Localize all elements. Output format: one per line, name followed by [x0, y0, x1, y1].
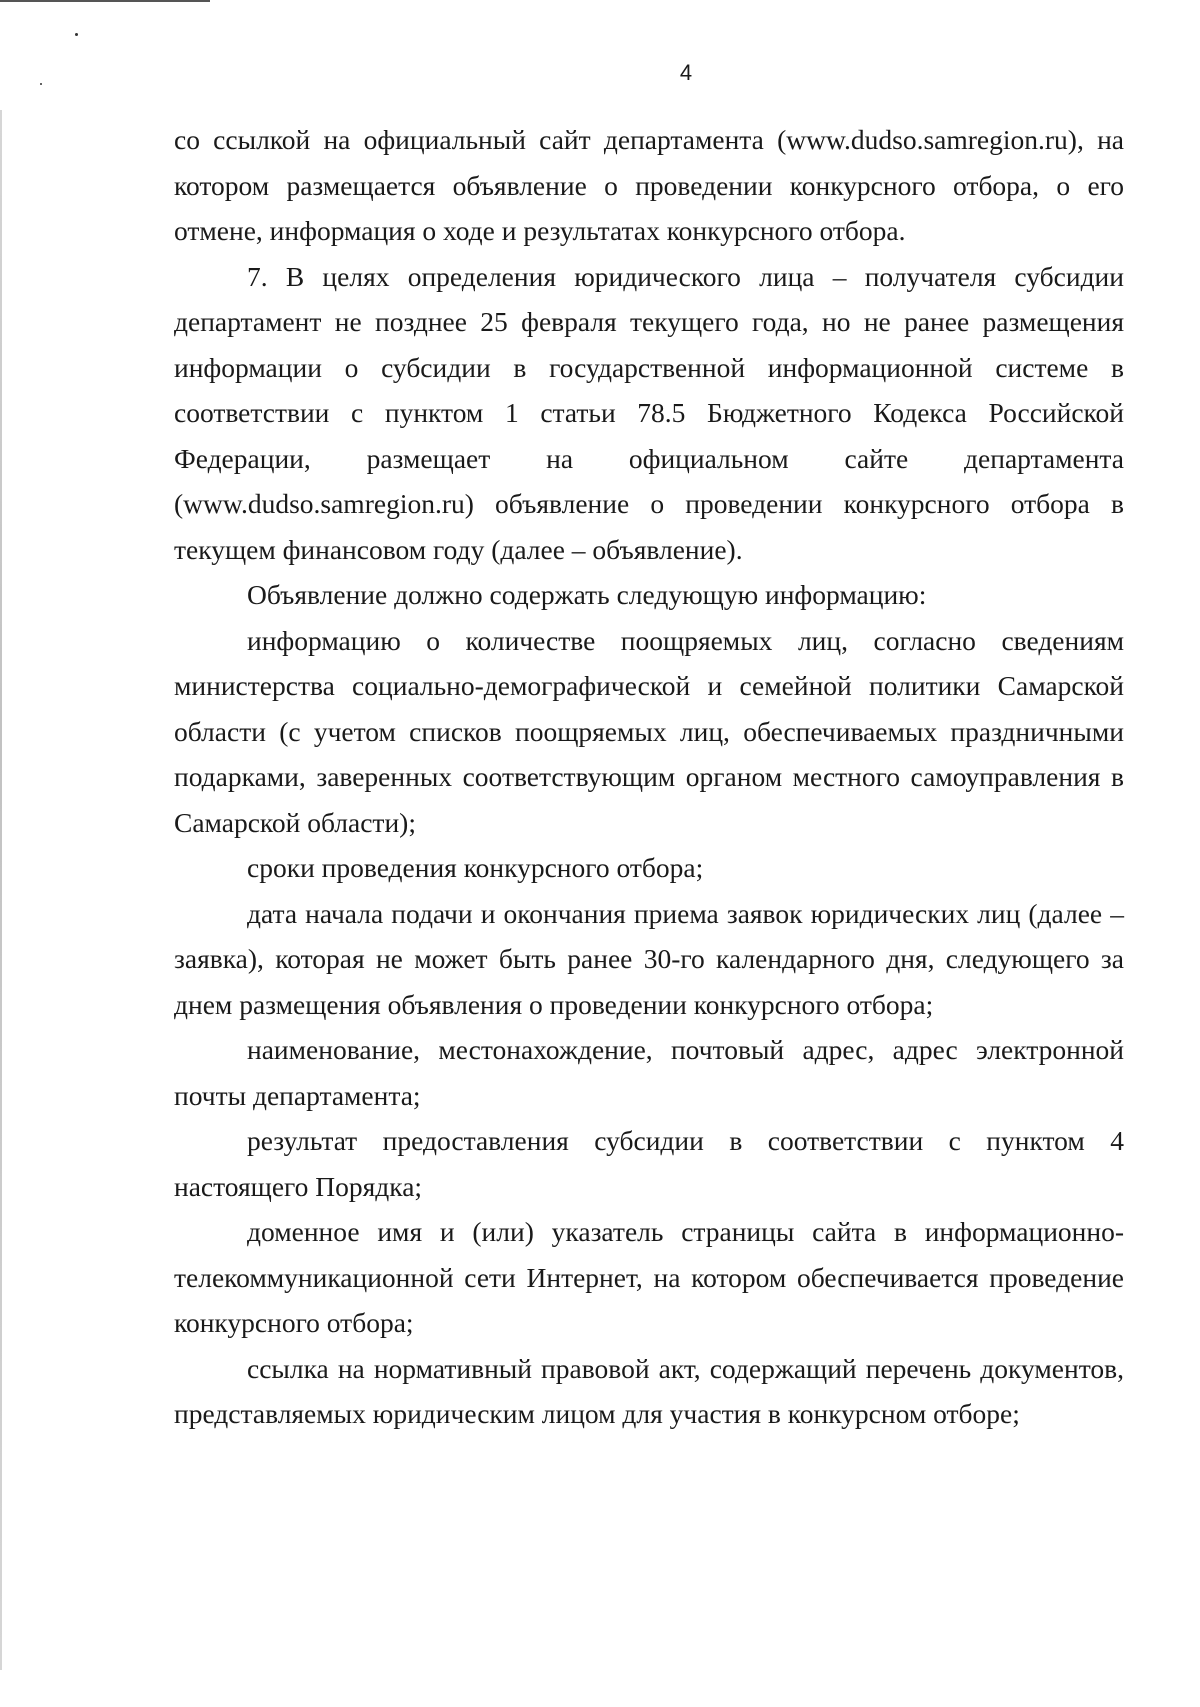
- paragraph-item-7: 7. В целях определения юридического лица – получателя субсидии департамент не позднее 25 февраля текущего года, но не ранее размещения информации о субсидии в государственной информационной системе в соответствии с пунктом 1 статьи 78.5 Бюджетного Кодекса Российской Федерации, размещает на официальном сайте департамента (www.dudso.samregion.ru) объявление о проведении конкурсного отбора в текущем финансовом году (далее – объявление).: [174, 260, 1124, 565]
- list-item: доменное имя и (или) указатель страницы сайта в информационно-телекоммуникационной сети Интернет, на котором обеспечивается проведение конкурсного отбора;: [174, 1216, 1124, 1338]
- paragraph: Объявление должно содержать следующую информацию:: [247, 579, 927, 610]
- list-item: результат предоставления субсидии в соответствии с пунктом 4 настоящего Порядка;: [174, 1125, 1124, 1202]
- list-item: сроки проведения конкурсного отбора;: [247, 852, 704, 883]
- list-item: дата начала подачи и окончания приема заявок юридических лиц (далее – заявка), которая не может быть ранее 30-го календарного дня, следующего за днем размещения объявления о проведении конкурсного отбора;: [174, 897, 1124, 1020]
- scan-edge-left: [0, 110, 2, 1670]
- scan-edge-top: [0, 0, 210, 2]
- scan-speck: [75, 33, 78, 36]
- paragraph: со ссылкой на официальный сайт департамента (www.dudso.samregion.ru), на котором размещается объявление о проведении конкурсного отбора, о его отмене, информация о ходе и результатах конкурсного отбора.: [174, 124, 1124, 246]
- list-item: ссылка на нормативный правовой акт, содержащий перечень документов, представляемых юридическим лицом для участия в конкурсном отборе;: [174, 1352, 1124, 1429]
- list-item: наименование, местонахождение, почтовый адрес, адрес электронной почты департамента;: [174, 1034, 1124, 1111]
- document-body: [174, 117, 1124, 1437]
- list-item: информацию о количестве поощряемых лиц, согласно сведениям министерства социально-демографической и семейной политики Самарской области (с учетом списков поощряемых лиц, обеспечиваемых праздничными подарками, заверенных соответствующим органом местного самоуправления в Самарской области);: [174, 624, 1124, 838]
- page-number: 4: [679, 60, 693, 85]
